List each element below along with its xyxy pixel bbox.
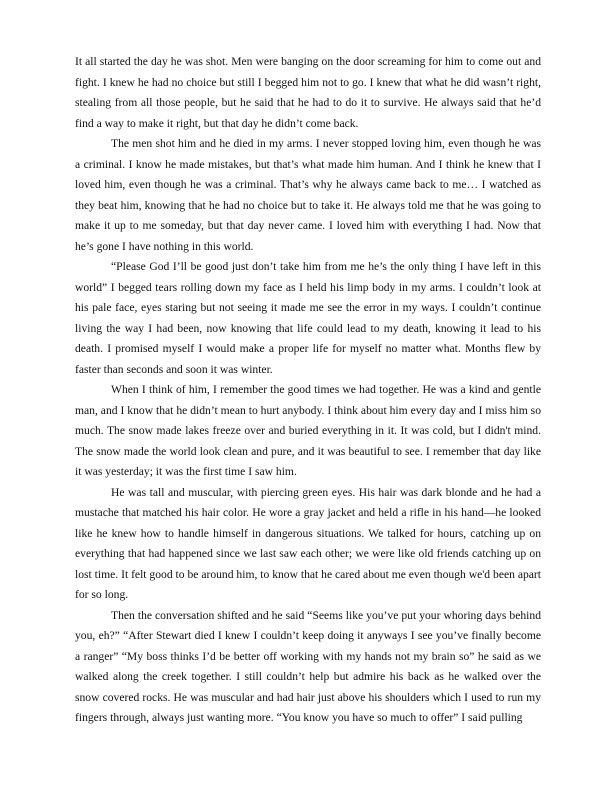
paragraph-3: “Please God I’ll be good just don’t take him from me he’s the only thing I have left in this world” I begged tears rolling down my face as I held his limp body in my arms. I couldn’t look at his pale face, eyes staring but not seeing it made me see the error in my ways. I couldn’t continue living the way I had been, now knowing that life could lead to my death, knowing it lead to his death. I promised myself I would make a proper life for myself no matter what. Months flew by faster than seconds and soon it was winter. (75, 260, 541, 376)
paragraph-6: Then the conversation shifted and he said “Seems like you’ve put your whoring days behind you, eh?” “After Stewart died I knew I couldn’t keep doing it anyways I see you’ve finally become a ranger” “My boss thinks I’d be better off working with my hands not my brain so” he said as we walked along the creek together. I still couldn’t help but admire his back as he walked over the snow covered rocks. He was muscular and had hair just above his shoulders which I used to run my fingers through, always just wanting more. “You know you have so much to offer” I said pulling (75, 608, 541, 724)
paragraph-4: When I think of him, I remember the good times we had together. He was a kind and gentle man, and I know that he didn’t mean to hurt anybody. I think about him every day and I miss him so much. The snow made lakes freeze over and buried everything in it. It was cold, but I didn't mind. The snow made the world look clean and pure, and it was beautiful to see. I remember that day like it was yesterday; it was the first time I saw him. (75, 383, 541, 478)
story-text (75, 52, 541, 729)
paragraph-2: The men shot him and he died in my arms. I never stopped loving him, even though he was a criminal. I know he made mistakes, but that’s what made him human. And I think he knew that I loved him, even though he was a criminal. That’s why he always came back to me… I watched as they beat him, knowing that he had no choice but to take it. He always told me that he was going to make it up to me someday, but that day never came. I loved him with everything I had. Now that he’s gone I have nothing in this world. (75, 137, 541, 253)
paragraph-1: It all started the day he was shot. Men were banging on the door screaming for him to come out and fight. I knew he had no choice but still I begged him not to go. I knew that what he did wasn’t right, stealing from all those people, but he said that he had to do it to survive. He always said that he’d find a way to make it right, but that day he didn’t come back. (75, 55, 541, 130)
paragraph-5: He was tall and muscular, with piercing green eyes. His hair was dark blonde and he had a mustache that matched his hair color. He wore a gray jacket and held a rifle in his hand—he looked like he knew how to handle himself in dangerous situations. We talked for hours, catching up on everything that had happened since we last saw each other; we were like old friends catching up on lost time. It felt good to be around him, to know that he cared about me even though we'd been apart for so long. (75, 485, 541, 601)
